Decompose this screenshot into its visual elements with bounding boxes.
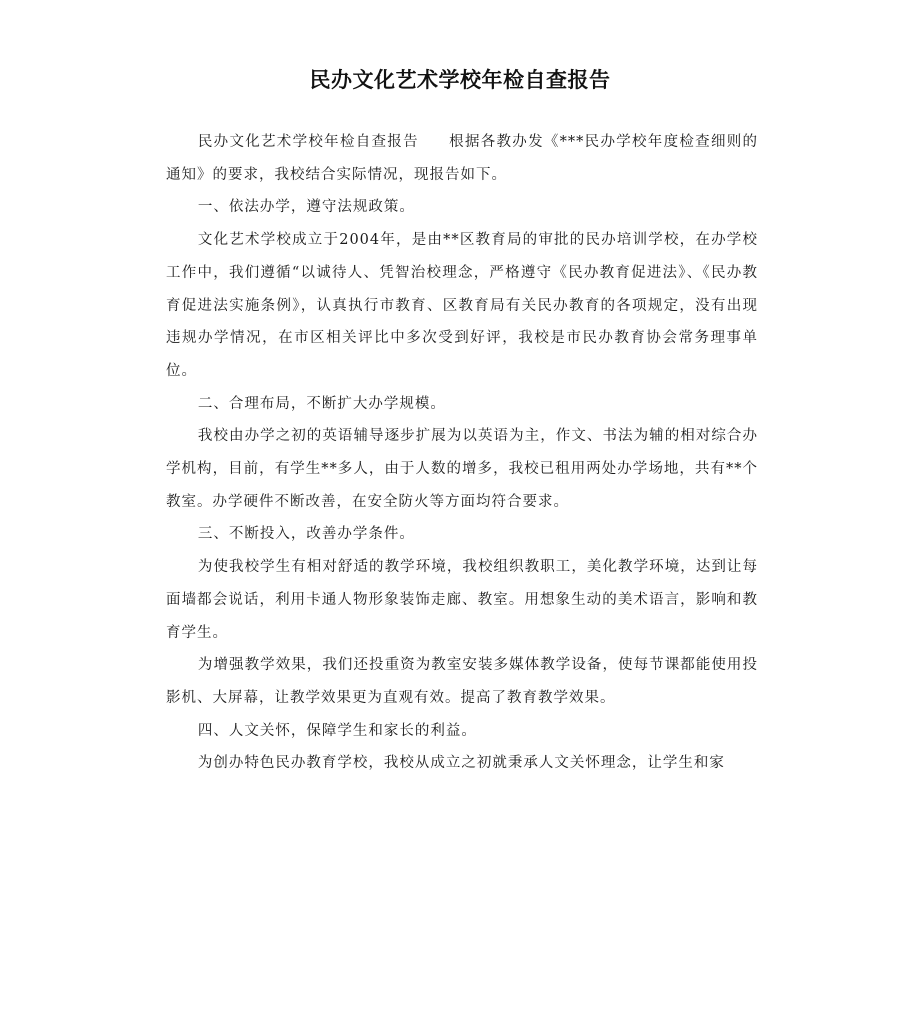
document-body [166, 126, 758, 780]
section-heading-3: 三、不断投入，改善办学条件。 [197, 526, 415, 543]
section-heading-4: 四、人文关怀，保障学生和家长的利益。 [197, 722, 477, 739]
intro-paragraph [166, 126, 758, 191]
intro-heading: 民办文化艺术学校年检自查报告 [197, 134, 419, 150]
section-heading-2: 二、合理布局，不断扩大办学规模。 [197, 395, 446, 412]
body-paragraph-2: 我校由办学之初的英语辅导逐步扩展为以英语为主，作文、书法为辅的相对综合办学机构，目前，有学生**多人，由于人数的增多，我校已租用两处办学场地，共有**个教室。办学硬件不断改善，在安全防火等方面均符合要求。 [166, 428, 758, 510]
body-paragraph-5: 为创办特色民办教育学校，我校从成立之初就秉承人文关怀理念，让学生和家 [197, 755, 725, 772]
body-paragraph-3: 为使我校学生有相对舒适的教学环境，我校组织教职工，美化教学环境，达到让每面墙都会说话，利用卡通人物形象装饰走廊、教室。用想象生动的美术语言，影响和教育学生。 [166, 559, 758, 641]
body-paragraph-4: 为增强教学效果，我们还投重资为教室安装多媒体教学设备，使每节课都能使用投影机、大屏幕，让教学效果更为直观有效。提高了教育教学效果。 [166, 657, 758, 706]
section-heading-1: 一、依法办学，遵守法规政策。 [197, 199, 415, 216]
document-title: 民办文化艺术学校年检自查报告 [309, 68, 611, 92]
body-paragraph-1: 文化艺术学校成立于2004年，是由**区教育局的审批的民办培训学校，在办学校工作中，我们遵循“以诚待人、凭智治校理念，严格遵守《民办教育促进法》、《民办教育促进法实施条例》，认真执行市教育、区教育局有关民办教育的各项规定，没有出现违规办学情况，在市区相关评比中多次受到好评，我校是市民办教育协会常务理事单位。 [166, 232, 758, 379]
intro-text: 根据各教办发《***民办学校年度检查细则的通知》的要求，我校结合实际情况，现报告如下。 [166, 134, 759, 183]
